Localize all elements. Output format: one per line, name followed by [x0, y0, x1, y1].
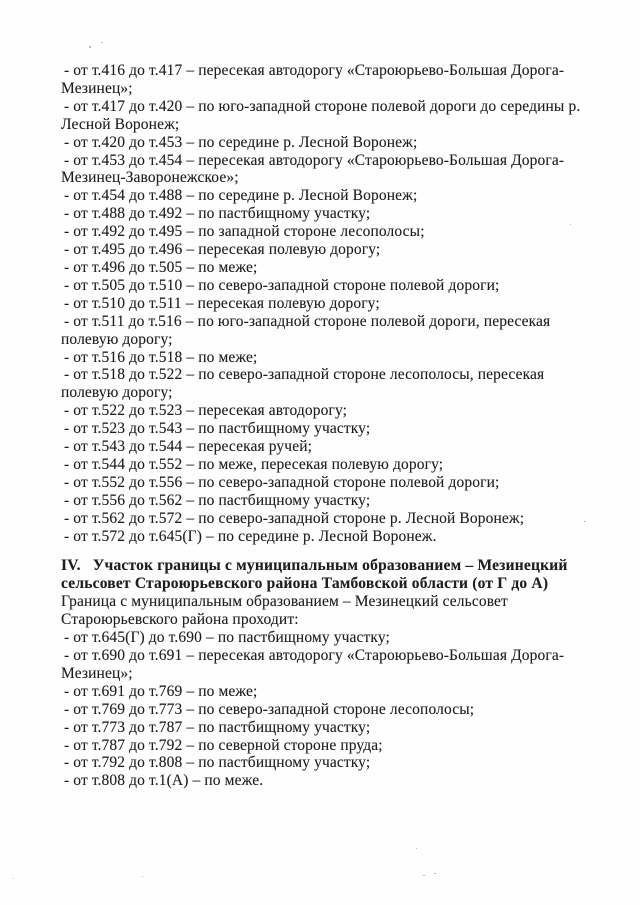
text-line: - от т.516 до т.518 – по меже;	[64, 348, 258, 366]
text-line: IV. Участок границы с муниципальным образованием – Мезинецкий	[61, 557, 568, 575]
boundary-description-text	[61, 62, 596, 790]
text-line: Мезинец»;	[61, 664, 133, 682]
text-line: - от т.417 до т.420 – по юго-западной стороне полевой дороги до середины р.	[64, 97, 581, 115]
text-line: Мезинец»;	[61, 79, 133, 97]
text-line: - от т.453 до т.454 – пересекая автодорогу «Староюрьево-Большая Дорога-	[64, 151, 565, 169]
scan-speck	[434, 873, 436, 874]
text-line: - от т.505 до т.510 – по северо-западной стороне полевой дороги;	[64, 276, 500, 294]
text-line: - от т.543 до т.544 – пересекая ручей;	[64, 438, 313, 456]
text-line: - от т.556 до т.562 – по пастбищному участку;	[64, 491, 371, 509]
text-line: - от т.488 до т.492 – по пастбищному участку;	[64, 205, 371, 223]
text-line: полевую дорогу;	[61, 330, 173, 348]
text-line: - от т.690 до т.691 – пересекая автодорогу «Староюрьево-Большая Дорога-	[64, 647, 565, 664]
text-line: - от т.523 до т.543 – по пастбищному участку;	[64, 420, 371, 438]
text-line: - от т.645(Г) до т.690 – по пастбищному участку;	[64, 629, 390, 647]
text-line: - от т.495 до т.496 – пересекая полевую дорогу;	[64, 241, 381, 259]
text-line: - от т.510 до т.511 – пересекая полевую дорогу;	[64, 294, 380, 312]
section-iv-boundary-list	[61, 629, 596, 790]
scan-speck	[570, 224, 571, 225]
section-iv-heading	[61, 557, 596, 593]
text-line: - от т.787 до т.792 – по северной стороне пруда;	[64, 736, 383, 754]
text-line: - от т.522 до т.523 – пересекая автодорогу;	[64, 402, 348, 420]
text-line: - от т.511 до т.516 – по юго-западной стороне полевой дороги, пересекая	[64, 312, 551, 330]
text-line: - от т.808 до т.1(А) – по меже.	[64, 772, 264, 790]
text-line: - от т.492 до т.495 – по западной стороне лесополосы;	[64, 223, 425, 241]
scan-speck	[142, 876, 143, 877]
text-line: - от т.572 до т.645(Г) – по середине р. Лесной Воронеж.	[64, 527, 437, 545]
text-line: - от т.691 до т.769 – по меже;	[64, 682, 258, 700]
scan-speck	[89, 46, 91, 48]
text-line: - от т.518 до т.522 – по северо-западной стороне лесополосы, пересекая	[64, 366, 545, 384]
section-iv-intro	[61, 593, 596, 629]
text-line: - от т.420 до т.453 – по середине р. Лесной Воронеж;	[64, 133, 418, 151]
text-line: Мезинец-Заворонежское»;	[61, 169, 239, 187]
text-line: - от т.544 до т.552 – по меже, пересекая полевую дорогу;	[64, 455, 444, 473]
scan-speck	[423, 875, 425, 876]
text-line: - от т.562 до т.572 – по северо-западной стороне р. Лесной Воронеж;	[64, 509, 525, 527]
text-line: Граница с муниципальным образованием – Мезинецкий сельсовет	[61, 593, 508, 611]
text-line: полевую дорогу;	[61, 384, 173, 402]
scan-speck	[416, 848, 417, 849]
text-line: - от т.416 до т.417 – пересекая автодорогу «Староюрьево-Большая Дорога-	[64, 62, 565, 79]
text-line: - от т.552 до т.556 – по северо-западной стороне полевой дороги;	[64, 473, 500, 491]
scan-speck	[13, 878, 14, 879]
text-line: - от т.773 до т.787 – по пастбищному участку;	[64, 718, 371, 736]
text-line: - от т.496 до т.505 – по меже;	[64, 258, 258, 276]
section-iii-boundary-list	[61, 62, 596, 545]
text-line: сельсовет Староюрьевского района Тамбовской области (от Г до А)	[61, 575, 549, 593]
scan-speck	[101, 42, 103, 43]
text-line: Лесной Воронеж;	[61, 115, 180, 133]
text-line: - от т.769 до т.773 – по северо-западной стороне лесополосы;	[64, 700, 475, 718]
text-line: - от т.454 до т.488 – по середине р. Лесной Воронеж;	[64, 187, 418, 205]
text-line: - от т.792 до т.808 – по пастбищному участку;	[64, 754, 371, 772]
scan-speck	[584, 521, 586, 522]
text-line: Староюрьевского района проходит:	[61, 611, 299, 629]
